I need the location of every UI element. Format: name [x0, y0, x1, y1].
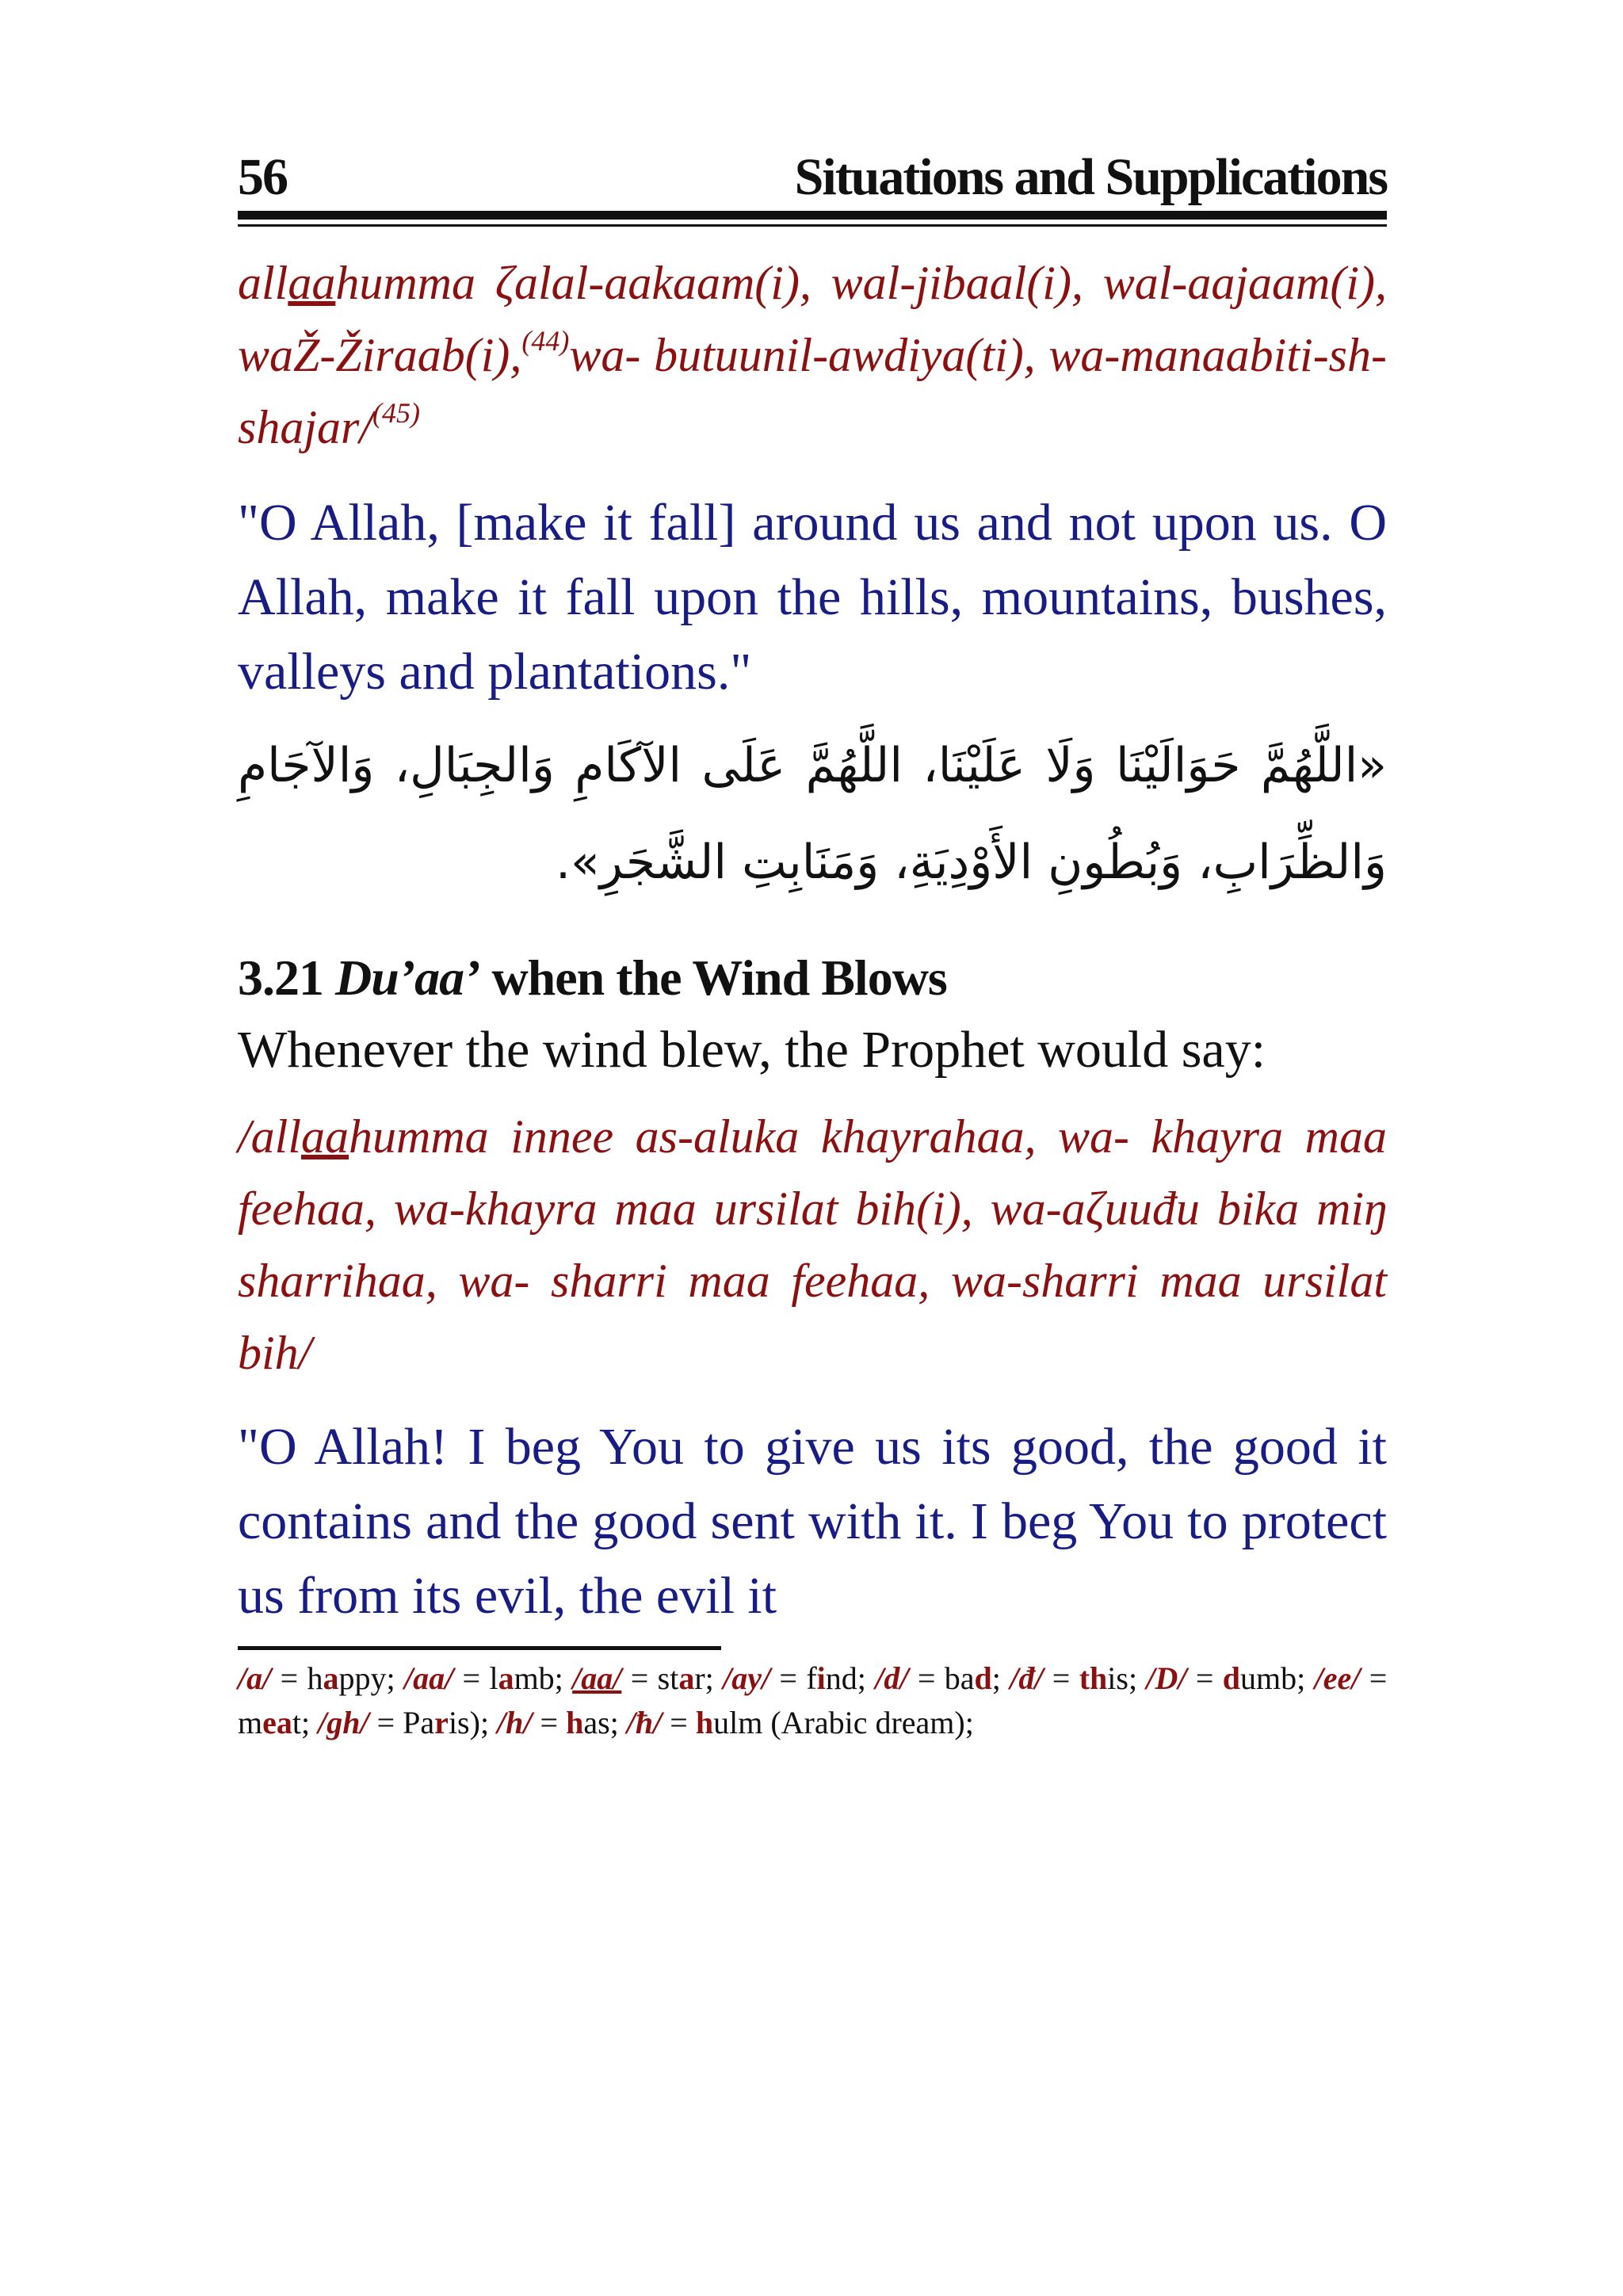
page-number: 56: [238, 148, 287, 206]
transliteration-block-2: /allaahumma innee as-aluka khayrahaa, wa- khayra maa feehaa, wa-khayra maa ursilat bih(i), wa-aζuuđu bika miŋ sharrihaa, wa- sharri maa feehaa, wa-sharri maa ursilat bih/: [238, 1110, 1388, 1379]
translation-block-1: "O Allah, [make it fall] around us and not upon us. O Allah, make it fall upon the hills, mountains, bushes, valleys and plantations.": [238, 494, 1387, 701]
arabic-text-block-1: «اللَّهُمَّ حَوَالَيْنَا وَلَا عَلَيْنَا، اللَّهُمَّ عَلَى الآكَامِ وَالجِبَالِ، وَالآجَامِ وَالظِّرَابِ، وَبُطُونِ الأَوْدِيَةِ، وَمَنَابِتِ الشَّجَرِ».: [238, 738, 1387, 890]
document-page: [238, 143, 1387, 1745]
running-header: [238, 143, 1387, 208]
footnote-ref-45: (45): [372, 397, 421, 429]
footnote-item: /a/ = happy;: [238, 1660, 395, 1696]
section-heading: 3.21 Du’aa’ when the Wind Blows: [238, 949, 947, 1006]
section-intro: Whenever the wind blew, the Prophet would say:: [238, 1021, 1266, 1079]
translation-block-2: "O Allah! I beg You to give us its good, the good it contains and the good sent with it. I beg You to protect us from its evil, the evil it: [238, 1418, 1387, 1625]
footnote-item: /h/ = has;: [497, 1705, 619, 1740]
footnote-rule: [238, 1646, 721, 1650]
footnote-item: /gh/ = Paris);: [318, 1705, 490, 1740]
footnote-item: /đ/ = this;: [1010, 1660, 1138, 1696]
footnote-ref-44: (44): [521, 325, 570, 357]
footnote-item: /aa/ = lamb;: [403, 1660, 563, 1696]
header-rule-thick: [238, 211, 1387, 220]
footnote-item: /D/ = dumb;: [1146, 1660, 1306, 1696]
footnote-item: /ħ/ = hulm (Arabic dream);: [626, 1705, 974, 1740]
header-rule-thin: [238, 224, 1387, 227]
transliteration-block-1: allaahumma ζalal-aakaam(i), wal-jibaal(i), wal-aajaam(i), waŽ-Žiraab(i),$^{(44)}$wa- butuunil-awdiya(ti), wa-manaabiti-sh- shajar/$^{(45)}$: [238, 257, 1388, 453]
footnote-item: /aa/ = star;: [572, 1660, 714, 1696]
pronunciation-footnote: [238, 1656, 1387, 1745]
footnote-item: /ay/ = find;: [723, 1660, 866, 1696]
footnote-item: /d/ = bad;: [875, 1660, 1001, 1696]
running-title: Situations and Supplications: [794, 148, 1387, 206]
footnote-item: /ee/ = meat;: [238, 1660, 1388, 1740]
